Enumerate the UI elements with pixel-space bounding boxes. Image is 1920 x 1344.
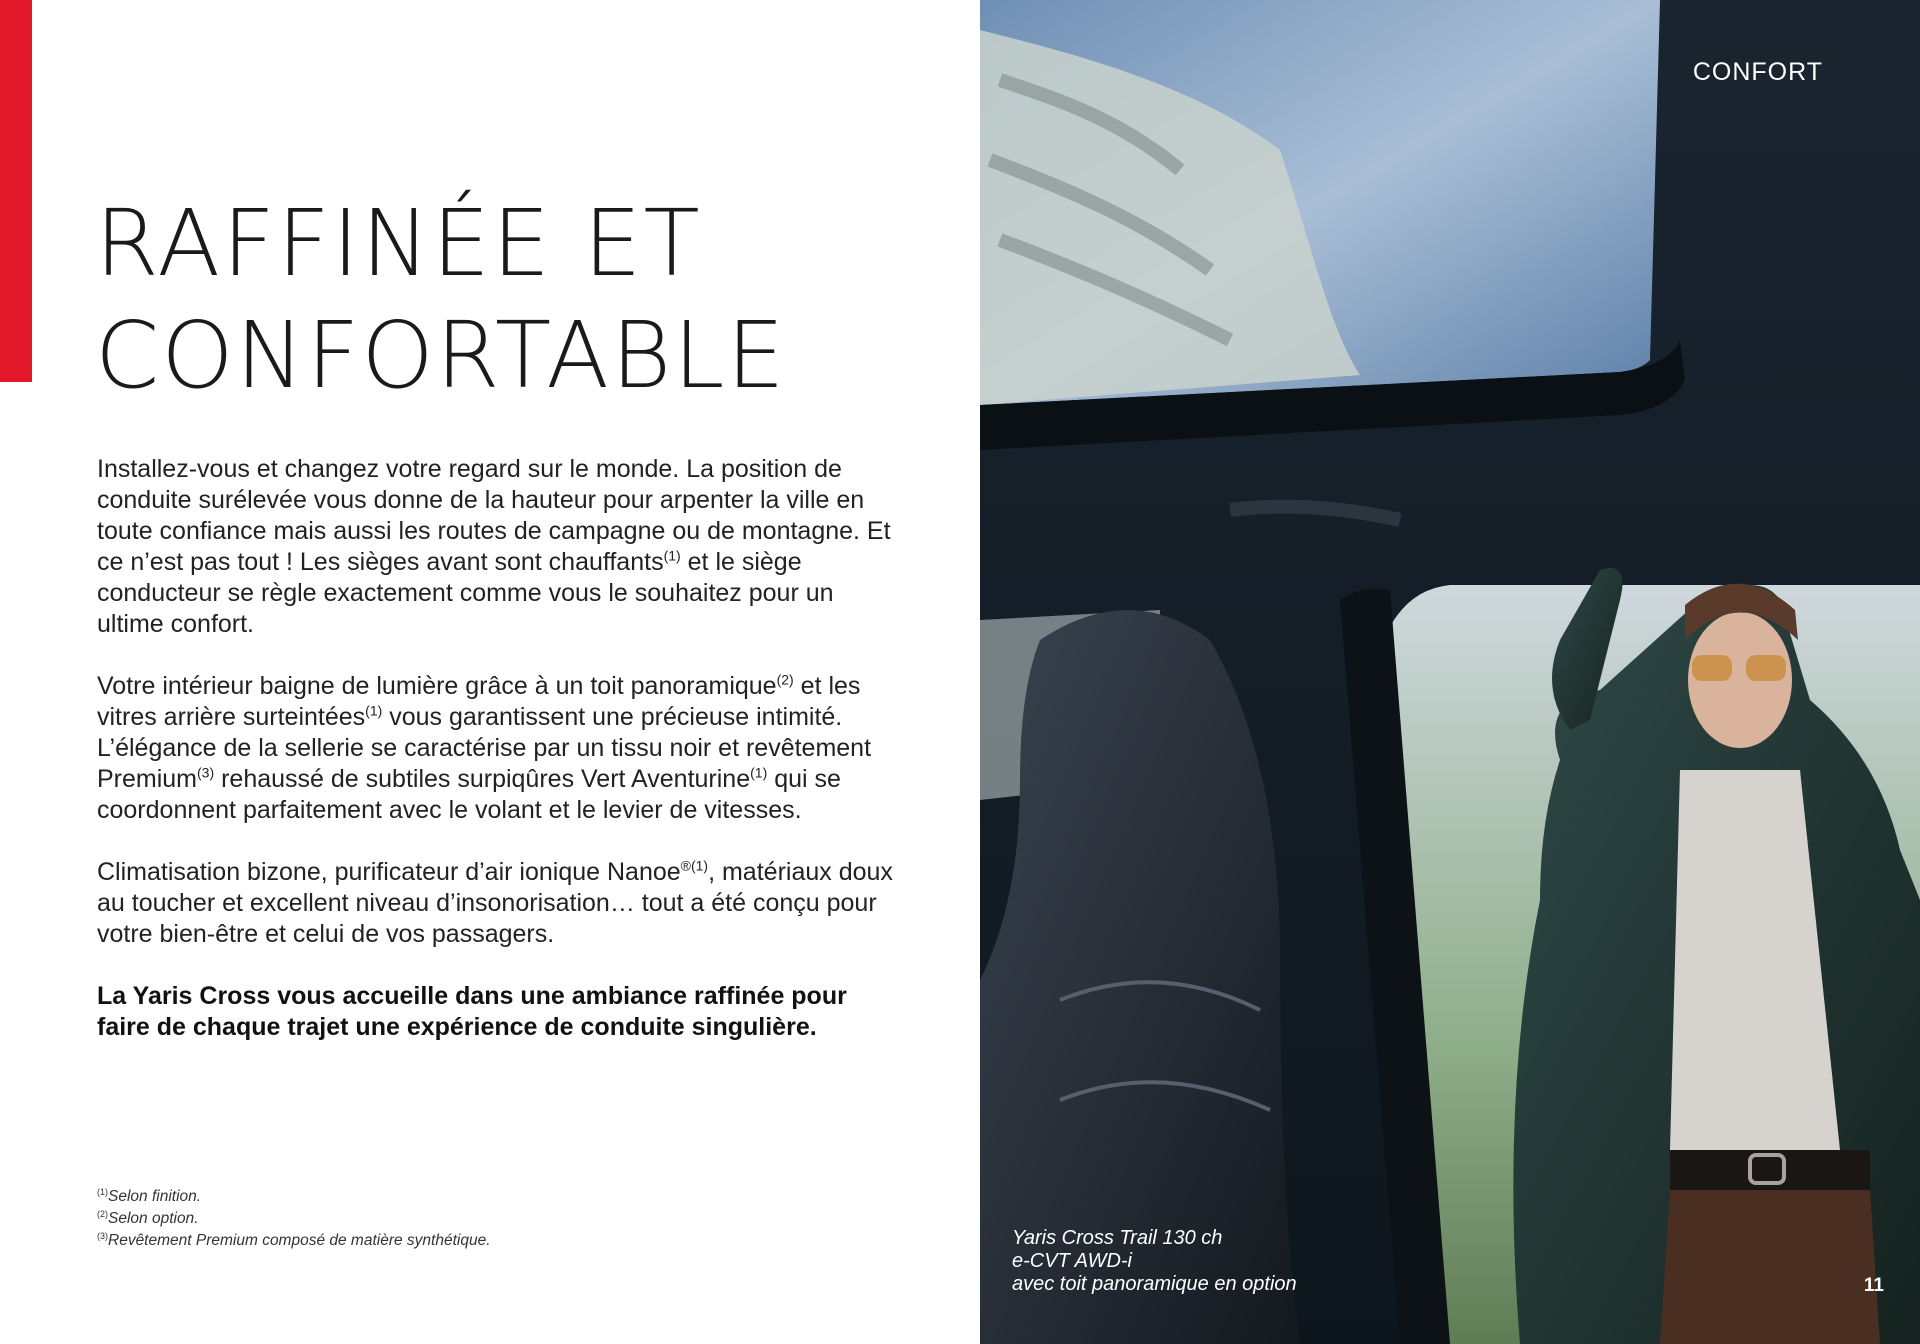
footnote-3	[97, 1230, 491, 1252]
body-text	[97, 454, 897, 1074]
paragraph-highlight: La Yaris Cross vous accueille dans une ambiance raffinée pour faire de chaque trajet une expérience de conduite singulière.	[97, 982, 847, 1041]
interior-photo	[980, 0, 1920, 1344]
footnote-ref: ®(1)	[680, 857, 709, 874]
footnote-text: Revêtement Premium composé de matière synthétique.	[108, 1232, 491, 1249]
car-interior-illustration	[980, 0, 1920, 1344]
caption-line-3: avec toit panoramique en option	[1012, 1273, 1297, 1295]
footnote-ref: (1)	[365, 702, 383, 719]
paragraph-1	[97, 454, 897, 640]
footnote-ref: (3)	[197, 764, 215, 781]
p1-text-a: Installez-vous et changez votre regard sur le monde. La position de conduite surélevée vous donne de la hauteur pour arpenter la ville en toute confiance mais aussi les routes de campagne ou de montagne. Et ce n’est pas tout ! Les sièges avant sont chauffants	[97, 455, 891, 576]
caption-line-2: e-CVT AWD-i	[1012, 1250, 1132, 1272]
footnote-mark: (3)	[97, 1230, 108, 1241]
paragraph-2	[97, 671, 897, 826]
footnote-2	[97, 1208, 491, 1230]
footnotes	[97, 1186, 491, 1252]
footnote-mark: (1)	[97, 1186, 108, 1197]
title-line-2: CONFORTABLE	[95, 302, 787, 409]
paragraph-3	[97, 857, 897, 950]
p3-text-b: , matériaux doux au toucher et excellent niveau d’insonorisation… tout a été conçu pour votre bien-être et celui de vos passagers.	[97, 858, 893, 948]
p2-text-d: rehaussé de subtiles surpiqûres Vert Aventurine	[214, 765, 751, 793]
caption-line-1: Yaris Cross Trail 130 ch	[1012, 1227, 1223, 1249]
p2-text-b: et les vitres arrière surteintées	[97, 672, 861, 731]
red-accent-bar	[0, 0, 32, 382]
footnote-text: Selon option.	[108, 1210, 199, 1227]
p3-text-a: Climatisation bizone, purificateur d’air ionique Nanoe	[97, 858, 681, 886]
p2-text-e: qui se coordonnent parfaitement avec le volant et le levier de vitesses.	[97, 765, 841, 824]
page-title	[95, 188, 787, 412]
footnote-ref: (1)	[750, 764, 768, 781]
photo-caption	[1012, 1227, 1297, 1296]
p2-text-a: Votre intérieur baigne de lumière grâce à un toit panoramique	[97, 672, 777, 700]
section-label: CONFORT	[1692, 58, 1823, 86]
footnote-mark: (2)	[97, 1208, 108, 1219]
p2-text-c: vous garantissent une précieuse intimité. L’élégance de la sellerie se caractérise par un tissu noir et revêtement Premium	[97, 703, 872, 793]
p1-text-b: et le siège conducteur se règle exactement comme vous le souhaitez pour un ultime confort.	[97, 548, 834, 638]
title-line-1: RAFFINÉE ET	[95, 190, 702, 297]
footnote-text: Selon finition.	[108, 1188, 202, 1205]
page-number: 11	[1863, 1275, 1884, 1296]
footnote-1	[97, 1186, 491, 1208]
footnote-ref: (1)	[663, 547, 681, 564]
footnote-ref: (2)	[776, 671, 794, 688]
